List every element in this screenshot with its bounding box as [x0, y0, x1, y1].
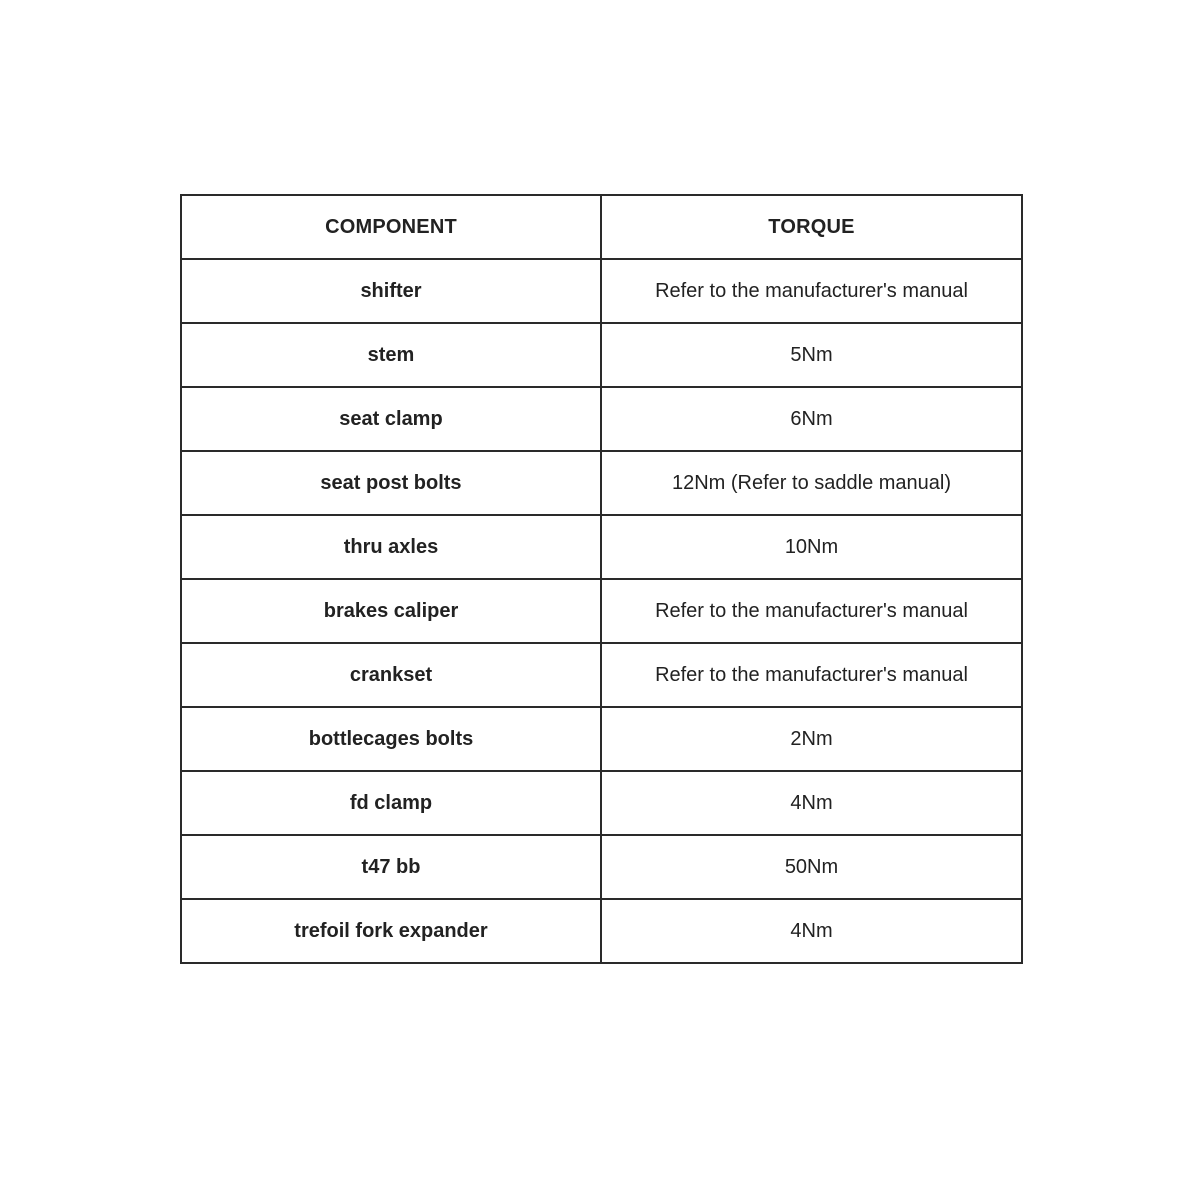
torque-cell: Refer to the manufacturer's manual	[601, 579, 1022, 643]
table-row	[181, 259, 1022, 323]
table-row	[181, 899, 1022, 963]
header-row	[181, 195, 1022, 259]
torque-cell: 5Nm	[601, 323, 1022, 387]
component-cell: shifter	[181, 259, 601, 323]
torque-cell: Refer to the manufacturer's manual	[601, 643, 1022, 707]
component-cell: seat post bolts	[181, 451, 601, 515]
table-row	[181, 451, 1022, 515]
table-header	[181, 195, 1022, 259]
torque-table	[180, 194, 1023, 964]
torque-cell: 10Nm	[601, 515, 1022, 579]
component-cell: crankset	[181, 643, 601, 707]
table-row	[181, 515, 1022, 579]
column-header-torque: TORQUE	[601, 195, 1022, 259]
component-cell: seat clamp	[181, 387, 601, 451]
torque-cell: 4Nm	[601, 771, 1022, 835]
torque-cell: 2Nm	[601, 707, 1022, 771]
table-row	[181, 835, 1022, 899]
component-cell: stem	[181, 323, 601, 387]
component-cell: thru axles	[181, 515, 601, 579]
table-row	[181, 643, 1022, 707]
table-row	[181, 707, 1022, 771]
torque-cell: Refer to the manufacturer's manual	[601, 259, 1022, 323]
table-row	[181, 579, 1022, 643]
column-header-component: COMPONENT	[181, 195, 601, 259]
table-row	[181, 771, 1022, 835]
table-row	[181, 323, 1022, 387]
component-cell: bottlecages bolts	[181, 707, 601, 771]
component-cell: t47 bb	[181, 835, 601, 899]
torque-cell: 4Nm	[601, 899, 1022, 963]
torque-cell: 50Nm	[601, 835, 1022, 899]
table-row	[181, 387, 1022, 451]
torque-cell: 12Nm (Refer to saddle manual)	[601, 451, 1022, 515]
table-body	[181, 259, 1022, 963]
component-cell: trefoil fork expander	[181, 899, 601, 963]
component-cell: brakes caliper	[181, 579, 601, 643]
torque-cell: 6Nm	[601, 387, 1022, 451]
component-cell: fd clamp	[181, 771, 601, 835]
